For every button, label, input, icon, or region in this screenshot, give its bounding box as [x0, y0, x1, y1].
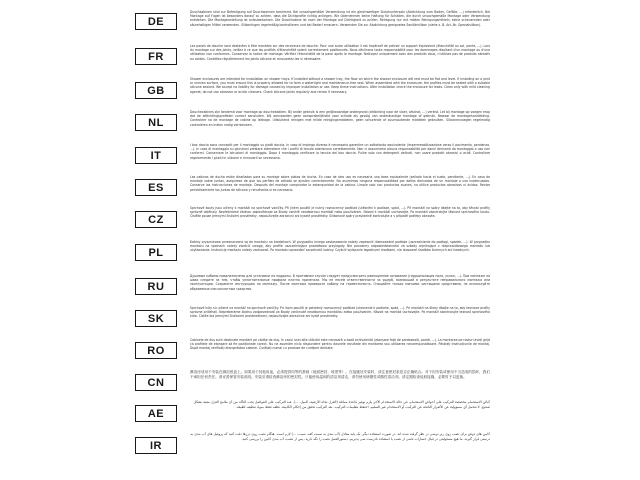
text-block-ir: کابین های دوش برای نصب روی زیر دوشی در نظر گرفته شده اند. در صورت استفاده دیگر، یک پایه معادل (آب بندی به سمت کف، شیب، ...) لازم است. هنگام نصب روی درزها دقت کنید که پروفیل های آب بندی به درستی قرار گیرند. ما هیچ مسئولیتی در قبال خسارات ناشی از نصب یا استفاده نادرست نمی پذیریم. دستورالعمل نصب را نگه دارید. پس از نصب، آب بندی کابین را بررسی کنید.: [190, 432, 490, 441]
text-block-sk: Sprchové kúty sú určené na montáž na sprchové vaničky. Pri inom použití je potrebný rovnocenný podklad (utesnenie k podlahe, spád, ...). Pri montáži na škáry dbajte na to, aby tesniace profily správne priliehali. Nepreberáme žiadnu zodpovednosť za škody vzniknuté neodbornou montážou alebo používaním. Návod na montáž uschovajte. Po montáži skontrolujte tesnosť sprchového kúta. Čistite iba jemnými čistiacimi prostriedkami, nepoužívajte abrazívne ani kyslé prostriedky.: [190, 306, 490, 319]
language-code-gb: GB: [135, 82, 177, 99]
language-code-nl: NL: [135, 114, 177, 131]
language-code-cz: CZ: [135, 211, 177, 228]
language-code-ru: RU: [135, 278, 177, 295]
text-block-ru: Душевые кабины предназначены для установки на поддоны. В противном случае следует предусмотреть равноценное основание (гидроизоляция пола, уклон, ...). При монтаже на швах следите за тем, чтобы уплотнительные профили плотно прилегали. Мы не несём ответственности за ущерб, возникший в результате неправильного монтажа или эксплуатации. Сохраните инструкцию по монтажу. После монтажа проверьте кабину на герметичность. Очищайте только мягкими чистящими средствами, не используйте абразивные или кислотные средства.: [190, 274, 490, 291]
text-block-ae: كبائن الاستحمام مخصصة للتركيب على أحواض الاستحمام. في حالة الاستخدام الآخر يلزم توفير قاعدة مماثلة (العزل تجاه الأرضية، الميل، ...). عند التركيب على الفواصل يجب التأكد من أن ملامح العزل مثبتة بشكل صحيح. لا نتحمل أي مسؤولية عن الأضرار الناتجة عن التركيب أو الاستخدام غير السليم. احتفظ بتعليمات التركيب. بعد التركيب تحقق من إحكام الكابينة. نظف فقط بمواد تنظيف لطيفة.: [193, 400, 490, 409]
language-code-ro: RO: [135, 342, 177, 359]
language-code-pl: PL: [135, 244, 177, 261]
language-code-ae: AE: [135, 405, 177, 422]
language-code-fr: FR: [135, 48, 177, 65]
text-block-de: Duschkabinen sind zur Befestigung auf Duschwannen bestimmt. Bei unsachgemäßer Verwendung ist ein gleichwertiger Duschuntersatz (Abdichtung zum Boden, Gefälle, ...) erforderlich. Bei Montage auf Fugen ist besonders darauf zu achten, dass die Dichtprofile richtig anliegen. Wir übernehmen keine Haftung für Schäden, die durch unsachgemäße Montage oder Verwendung entstehen. Die Montageanleitung ist aufzubewahren. Die Duschkabine ist nach der Montage auf Dichtigkeit zu prüfen. Reinigung nur mit milden Reinigungsmitteln, keine scheuernden oder säurehaltigen Mittel verwenden. Silikonfugen regelmäßig kontrollieren und bei Bedarf erneuern. Verwenden Sie zur Abdichtung geeignetes Sanitärsilikon (siehe z. B. Art.-Nr. Spezialsilikon).: [190, 10, 490, 27]
language-code-ir: IR: [135, 437, 177, 454]
language-code-it: IT: [135, 147, 177, 164]
language-code-de: DE: [135, 13, 177, 30]
text-block-es: Las cabinas de ducha están diseñadas para su montaje sobre platos de ducha. En caso de otro uso es necesaria una base equivalente (sellado hacia el suelo, pendiente, ...). En caso de montaje sobre juntas, asegúrese de que los perfiles de sellado se ajusten correctamente. No asumimos ninguna responsabilidad por daños derivados de un montaje o uso inadecuados. Conserve las instrucciones de montaje. Después del montaje compruebe la estanqueidad de la cabina. Limpie solo con productos suaves, no utilice productos abrasivos ni ácidos. Revise periódicamente las juntas de silicona y renuévelas si es necesario.: [190, 175, 490, 192]
text-block-ro: Cabinele de duș sunt destinate montării pe cădițe de duș. În cazul unei alte utilizări este necesară o bază echivalentă (etanșare față de pardoseală, pantă, ...). La montarea pe rosturi aveți grijă ca profilele de etanșare să fie poziționate corect. Nu ne asumăm nicio răspundere pentru daunele rezultate din montarea sau utilizarea necorespunzătoare. Păstrați instrucțiunile de montaj. După montaj verificați etanșeitatea cabinei. Curățați numai cu produse de curățare delicate.: [190, 338, 490, 351]
language-code-sk: SK: [135, 310, 177, 327]
text-block-gb: Shower enclosures are intended for installation on shower trays. If installed without a shower tray, the floor on which the shower enclosure will rest must be flat and level. If installing on a joint or uneven surface, you must ensure this is properly allowed for to form a watertight and maintenance-free seal. When assembled with the enclosure, the profiles must be sealed with a suitable silicone sealant. We accept no liability for damage caused by improper installation or use. Keep these instructions. After installation check the enclosure for leaks. Clean only with mild cleaning agents; do not use abrasive or acidic cleaners. Check silicone joints regularly and renew if necessary.: [190, 77, 490, 94]
text-block-pl: Kabiny prysznicowe przeznaczone są do montażu na brodzikach. W przypadku innego zastosowania należy zapewnić równoważne podłoże (uszczelnienie do podłogi, spadek, ...). W przypadku montażu na spoinach należy zwrócić uwagę, aby profile uszczelniające prawidłowo przylegały. Nie ponosimy odpowiedzialności za szkody wynikające z nieprawidłowego montażu lub użytkowania. Instrukcję montażu należy zachować. Po montażu sprawdzić szczelność kabiny. Czyścić wyłącznie łagodnymi środkami, nie stosować środków ściernych ani kwaśnych.: [190, 240, 490, 253]
text-block-it: I box doccia sono concepiti per il montaggio su piatti doccia. In caso di impiego diverso è necessario garantire un sottofondo equivalente (impermeabilizzazione verso il pavimento, pendenza, ...). In caso di montaggio su giunzioni prestare attenzione che i profili di tenuta aderiscano correttamente. Non ci assumiamo alcuna responsabilità per danni derivanti da montaggio o uso non conformi. Conservare le istruzioni di montaggio. Dopo il montaggio verificare la tenuta del box doccia. Pulire solo con detergenti delicati, non usare prodotti abrasivi o acidi. Controllare regolarmente i giunti in silicone e rinnovarli se necessario.: [190, 143, 490, 160]
language-code-cn: CN: [135, 374, 177, 391]
text-block-cn: 淋浴房适用于安装在淋浴底盘上。如果用于其他用途，必须提供同等的基础（地面密封、坡度等）。在接缝处安装时，请注意密封条是否正确贴合。对于因安装或使用不当造成的损坏，我们不承担任何责任。请妥善保管安装说明。安装后请检查淋浴房的密封性。只能使用温和的清洁剂清洁，请勿使用研磨性或酸性清洁剂。请定期检查硅胶接缝，必要时予以更换。: [190, 370, 490, 379]
text-block-fr: Les parois de douche sont destinées à être montées sur des receveurs de douche. Pour une autre utilisation il est impératif de prévoir un support équivalent (étanchéité au sol, pente, ...). Lors du montage sur des joints, veillez à ce que les profilés d'étanchéité soient correctement positionnés. Nous déclinons toute responsabilité pour les dommages résultant d'un montage ou d'une utilisation non conformes. Conservez la notice de montage. Vérifiez l'étanchéité de la paroi après le montage. Nettoyez uniquement avec des produits doux, n'utilisez pas de produits abrasifs ou acides. Contrôlez régulièrement les joints silicone et renouvelez-les si nécessaire.: [190, 44, 490, 61]
language-code-es: ES: [135, 179, 177, 196]
text-block-cz: Sprchové kouty jsou určeny k montáži na sprchové vaničky. Při jiném použití je nutný rovnocenný podklad (utěsnění k podlaze, spád, ...). Při montáži na spáry dbejte na to, aby těsnicí profily správně doléhaly. Nepřebíráme žádnou odpovědnost za škody vzniklé neodbornou montáží nebo používáním. Návod k montáži uschovejte. Po montáži zkontrolujte těsnost sprchového koutu. Čistěte pouze jemnými čisticími prostředky, nepoužívejte abrazivní ani kyselé prostředky. Silikonové spáry pravidelně kontrolujte a v případě potřeby obnovte.: [190, 206, 490, 219]
text-block-nl: Douchecabines zijn bestemd voor montage op douchebakken. Bij ander gebruik is een gelijkwaardige ondergrond (afdichting naar de vloer, afschot, ...) vereist. Let bij montage op voegen erop dat de afdichtingsprofielen correct aansluiten. Wij aanvaarden geen aansprakelijkheid voor schade als gevolg van ondeskundige montage of gebruik. Bewaar de montagehandleiding. Controleer na de montage de cabine op lekkage. Uitsluitend reinigen met milde reinigingsmiddelen, geen schurende of zuurhoudende middelen gebruiken. Siliconenvoegen regelmatig controleren en indien nodig vernieuwen.: [190, 110, 490, 127]
